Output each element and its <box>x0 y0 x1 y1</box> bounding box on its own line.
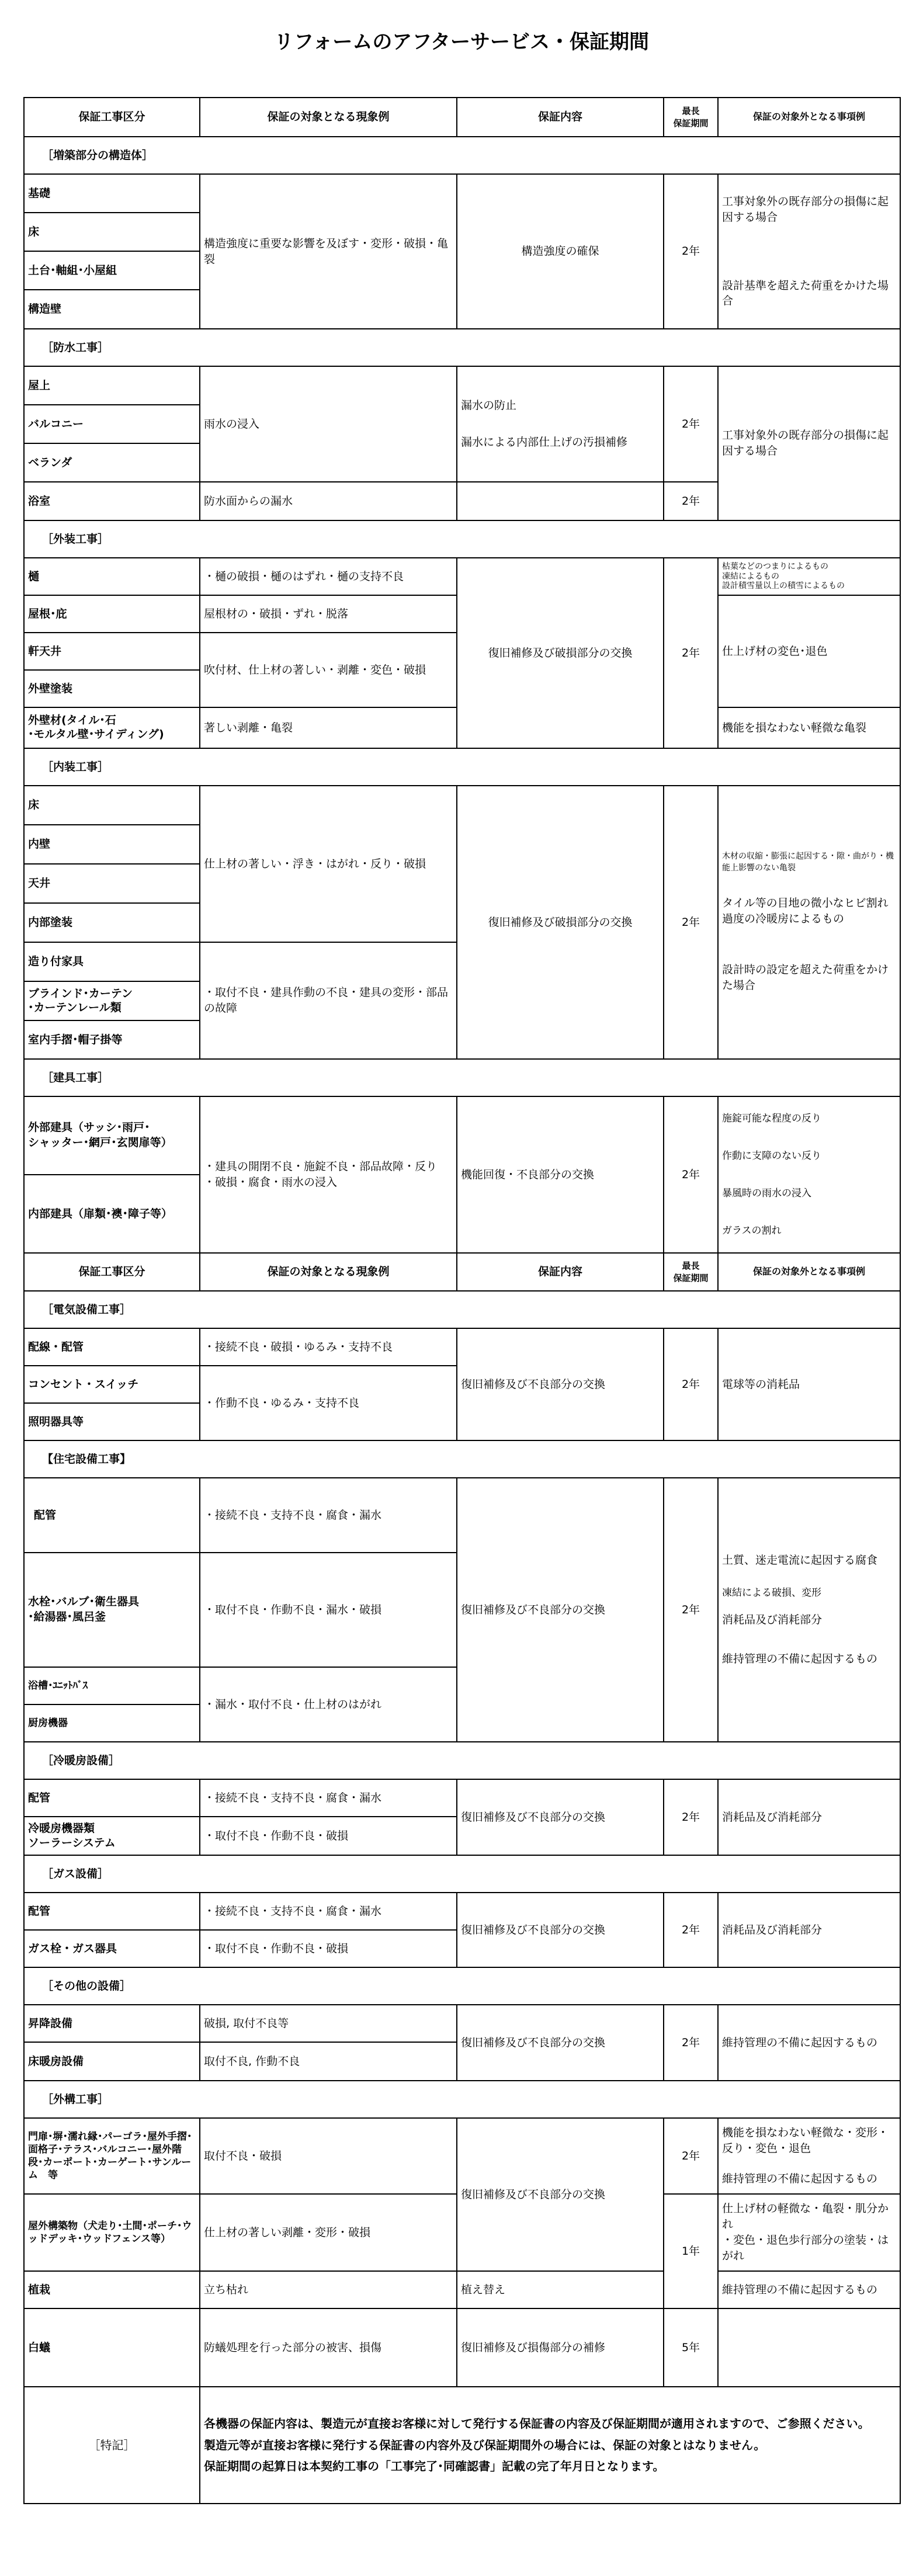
period-cell: 2年 <box>664 174 718 329</box>
exclusion-cell: 土質、迷走電流に起因する腐食 凍結による破損、変形 消耗品及び消耗部分 維持管理の不備に起因するもの <box>718 1478 900 1742</box>
section-exterior: ［外装工事］ <box>24 520 900 558</box>
phenomenon-cell: 著しい剥離・亀裂 <box>200 707 457 748</box>
category-item: 厨房機器 <box>24 1704 200 1742</box>
category-item: 天井 <box>24 864 200 903</box>
header-exclusion: 保証の対象外となる事項例 <box>718 1253 900 1291</box>
content-cell: 復旧補修及び損傷部分の補修 <box>457 2308 664 2387</box>
category-item: 内部建具（扉類･襖･障子等） <box>24 1175 200 1253</box>
table-row <box>24 366 900 405</box>
exclusion-cell: 工事対象外の既存部分の損傷に起因する場合 <box>718 366 900 520</box>
period-cell: 2年 <box>664 558 718 748</box>
table-row <box>24 2271 900 2308</box>
section-gas: ［ガス設備］ <box>24 1855 900 1893</box>
notes-row <box>24 2387 900 2504</box>
table-row <box>24 2308 900 2387</box>
table-row <box>24 1893 900 1930</box>
content-cell: 復旧補修及び破損部分の交換 <box>457 786 664 1059</box>
phenomenon-cell: 破損, 取付不良等 <box>200 2005 457 2042</box>
category-item: 浴室 <box>24 482 200 520</box>
section-other: ［その他の設備］ <box>24 1967 900 2005</box>
table-row <box>24 1478 900 1553</box>
phenomenon-cell: 取付不良, 作動不良 <box>200 2042 457 2081</box>
warranty-table <box>23 97 901 2504</box>
exclusion-cell: 機能を損なわない軽微な亀裂 <box>718 707 900 748</box>
period-cell: 2年 <box>664 1779 718 1855</box>
period-cell: 2年 <box>664 1478 718 1742</box>
content-cell: 復旧補修及び不良部分の交換 <box>457 1779 664 1855</box>
category-item: 室内手摺･帽子掛等 <box>24 1020 200 1059</box>
phenomenon-cell: ・取付不良・作動不良・漏水・破損 <box>200 1553 457 1667</box>
section-fittings: ［建具工事］ <box>24 1059 900 1096</box>
category-item: ガス栓・ガス器具 <box>24 1930 200 1967</box>
category-item: 軒天井 <box>24 633 200 670</box>
category-item: 配管 <box>24 1893 200 1930</box>
category-item: 床暖房設備 <box>24 2042 200 2081</box>
phenomenon-cell: ・接続不良・支持不良・腐食・漏水 <box>200 1893 457 1930</box>
header-content: 保証内容 <box>457 98 664 137</box>
category-item: 昇降設備 <box>24 2005 200 2042</box>
period-cell: 2年 <box>664 1096 718 1253</box>
phenomenon-cell: ・建具の開閉不良・施錠不良・部品故障・反り ・破損・腐食・雨水の浸入 <box>200 1096 457 1253</box>
category-item: 門扉･塀･濡れ縁･パーゴラ･屋外手摺･面格子･テラス･バルコニー･屋外階段･カーポート･カーゲート･サンルーム 等 <box>24 2118 200 2194</box>
table-row <box>24 2005 900 2042</box>
page-title: リフォームのアフターサービス・保証期間 <box>274 30 649 54</box>
period-cell: 2年 <box>664 1328 718 1440</box>
content-cell: 復旧補修及び破損部分の交換 <box>457 558 664 748</box>
table-row <box>24 2118 900 2194</box>
phenomenon-cell: 防蟻処理を行った部分の被害、損傷 <box>200 2308 457 2387</box>
phenomenon-cell: ・取付不良・建具作動の不良・建具の変形・部品の故障 <box>200 942 457 1059</box>
table-row <box>24 174 900 213</box>
section-hvac: ［冷暖房設備］ <box>24 1742 900 1779</box>
phenomenon-cell: ・取付不良・作動不良・破損 <box>200 1817 457 1855</box>
exclusion-cell: 仕上げ材の軽微な・亀裂・肌分かれ ・変色・退色歩行部分の塗装・はがれ <box>718 2194 900 2271</box>
category-item: 水栓･バルブ･衛生器具 ･給湯器･風呂釜 <box>24 1553 200 1667</box>
content-cell: 構造強度の確保 <box>457 174 664 329</box>
category-item: コンセント・スイッチ <box>24 1366 200 1403</box>
category-item: 床 <box>24 213 200 251</box>
phenomenon-cell: 雨水の浸入 <box>200 366 457 482</box>
phenomenon-cell: ・漏水・取付不良・仕上材のはがれ <box>200 1667 457 1742</box>
category-item: 植栽 <box>24 2271 200 2308</box>
category-item: 構造壁 <box>24 290 200 329</box>
period-cell: 2年 <box>664 2005 718 2081</box>
content-cell: 復旧補修及び不良部分の交換 <box>457 1478 664 1742</box>
phenomenon-cell: ・取付不良・作動不良・破損 <box>200 1930 457 1967</box>
period-cell: 2年 <box>664 1893 718 1967</box>
phenomenon-cell: 立ち枯れ <box>200 2271 457 2308</box>
phenomenon-cell: 構造強度に重要な影響を及ぼす・変形・破損・亀裂 <box>200 174 457 329</box>
category-item: ベランダ <box>24 443 200 482</box>
notes-label: ［特記］ <box>24 2387 200 2504</box>
category-item: 土台･軸組･小屋組 <box>24 251 200 290</box>
category-item: ブラインド･カーテン ･カーテンレール類 <box>24 981 200 1020</box>
table-row <box>24 1779 900 1817</box>
table-row <box>24 786 900 825</box>
exclusion-cell: 仕上げ材の変色･退色 <box>718 595 900 707</box>
category-item: 配管 <box>24 1779 200 1817</box>
note-line: 製造元等が直接お客様に発行する保証書の内容外及び保証期間外の場合には、保証の対象とはなりません。 <box>204 2438 766 2452</box>
content-cell: 機能回復・不良部分の交換 <box>457 1096 664 1253</box>
header-period: 最長 保証期間 <box>664 98 718 137</box>
content-cell: 復旧補修及び不良部分の交換 <box>457 2118 664 2271</box>
table-row <box>24 558 900 595</box>
category-item: 外部建具（サッシ･雨戸･ シャッター･網戸･玄関扉等） <box>24 1096 200 1175</box>
header-phenomenon: 保証の対象となる現象例 <box>200 98 457 137</box>
header-exclusion: 保証の対象外となる事項例 <box>718 98 900 137</box>
period-cell: 2年 <box>664 366 718 482</box>
category-item: 内壁 <box>24 825 200 864</box>
exclusion-cell: 木材の収縮・膨張に起因する・隙・曲がり・機能上影響のない亀裂 タイル等の目地の微小なヒビ割れ 過度の冷暖房によるもの 設計時の設定を超えた荷重をかけた場合 <box>718 786 900 1059</box>
header-phenomenon: 保証の対象となる現象例 <box>200 1253 457 1291</box>
phenomenon-cell: ・接続不良・支持不良・腐食・漏水 <box>200 1478 457 1553</box>
category-item: 外壁材(タイル･石 ･モルタル壁･サイディング) <box>24 707 200 748</box>
period-cell: 1年 <box>664 2194 718 2308</box>
category-item: 樋 <box>24 558 200 595</box>
exclusion-cell: 機能を損なわない軽微な・変形・反り・変色・退色 維持管理の不備に起因するもの <box>718 2118 900 2194</box>
phenomenon-cell: 仕上材の著しい・浮き・はがれ・反り・破損 <box>200 786 457 942</box>
phenomenon-cell: ・接続不良・破損・ゆるみ・支持不良 <box>200 1328 457 1366</box>
note-line: 各機器の保証内容は、製造元が直接お客様に対して発行する保証書の内容及び保証期間が適用されますので、ご参照ください。 <box>204 2417 870 2431</box>
category-item: バルコニー <box>24 405 200 443</box>
section-interior: ［内装工事］ <box>24 748 900 786</box>
category-item: 屋外構築物（犬走り･土間･ポーチ･ウッドデッキ･ウッドフェンス等） <box>24 2194 200 2271</box>
category-item: 浴槽･ﾕﾆｯﾄﾊﾞｽ <box>24 1667 200 1704</box>
content-cell: 漏水の防止 漏水による内部仕上げの汚損補修 <box>457 366 664 482</box>
phenomenon-cell: 仕上材の著しい剥離・変形・破損 <box>200 2194 457 2271</box>
period-cell: 5年 <box>664 2308 718 2387</box>
period-cell: 2年 <box>664 482 718 520</box>
exclusion-cell: 工事対象外の既存部分の損傷に起因する場合 設計基準を超えた荷重をかけた場合 <box>718 174 900 329</box>
content-cell: 植え替え <box>457 2271 664 2308</box>
header-content: 保証内容 <box>457 1253 664 1291</box>
category-item: 基礎 <box>24 174 200 213</box>
header-category: 保証工事区分 <box>24 98 200 137</box>
content-cell: 復旧補修及び不良部分の交換 <box>457 1328 664 1440</box>
period-cell: 2年 <box>664 2118 718 2194</box>
content-cell <box>457 482 664 520</box>
category-item: 配線・配管 <box>24 1328 200 1366</box>
content-cell: 復旧補修及び不良部分の交換 <box>457 1893 664 1967</box>
exclusion-cell: 消耗品及び消耗部分 <box>718 1893 900 1967</box>
section-housing: 【住宅設備工事】 <box>24 1440 900 1478</box>
phenomenon-cell: 防水面からの漏水 <box>200 482 457 520</box>
period-cell: 2年 <box>664 786 718 1059</box>
note-line: 保証期間の起算日は本契約工事の「工事完了･同確認書」記載の完了年月日となります。 <box>204 2459 665 2474</box>
phenomenon-cell: 取付不良・破損 <box>200 2118 457 2194</box>
exclusion-cell <box>718 2308 900 2387</box>
phenomenon-cell: 屋根材の・破損・ずれ・脱落 <box>200 595 457 633</box>
exclusion-cell: 施錠可能な程度の反り 作動に支障のない反り 暴風時の雨水の浸入 ガラスの割れ <box>718 1096 900 1253</box>
phenomenon-cell: ・接続不良・支持不良・腐食・漏水 <box>200 1779 457 1817</box>
header-period: 最長 保証期間 <box>664 1253 718 1291</box>
category-item: 屋根･庇 <box>24 595 200 633</box>
exclusion-cell: 電球等の消耗品 <box>718 1328 900 1440</box>
section-structure: ［増築部分の構造体］ <box>24 137 900 174</box>
section-external: ［外構工事］ <box>24 2081 900 2118</box>
exclusion-cell: 消耗品及び消耗部分 <box>718 1779 900 1855</box>
category-item: 床 <box>24 786 200 825</box>
section-waterproof: ［防水工事］ <box>24 329 900 366</box>
notes-content <box>200 2387 900 2504</box>
content-cell: 復旧補修及び不良部分の交換 <box>457 2005 664 2081</box>
category-item: 内部塗装 <box>24 903 200 942</box>
exclusion-cell: 維持管理の不備に起因するもの <box>718 2005 900 2081</box>
category-item: 冷暖房機器類 ソーラーシステム <box>24 1817 200 1855</box>
table-header-row <box>24 1253 900 1291</box>
table-row <box>24 1096 900 1175</box>
phenomenon-cell: ・作動不良・ゆるみ・支持不良 <box>200 1366 457 1440</box>
section-electric: ［電気設備工事］ <box>24 1291 900 1328</box>
header-category: 保証工事区分 <box>24 1253 200 1291</box>
phenomenon-cell: ・樋の破損・樋のはずれ・樋の支持不良 <box>200 558 457 595</box>
table-row <box>24 1328 900 1366</box>
category-item: 外壁塗装 <box>24 670 200 707</box>
category-item: 白蟻 <box>24 2308 200 2387</box>
table-header-row <box>24 98 900 137</box>
category-item: 造り付家具 <box>24 942 200 981</box>
exclusion-cell: 維持管理の不備に起因するもの <box>718 2271 900 2308</box>
exclusion-cell: 枯葉などのつまりによるもの 凍結によるもの 設計積雪量以上の積雪によるもの <box>718 558 900 595</box>
category-item: 配管 <box>24 1478 200 1553</box>
category-item: 屋上 <box>24 366 200 405</box>
phenomenon-cell: 吹付材、仕上材の著しい・剥離・変色・破損 <box>200 633 457 707</box>
category-item: 照明器具等 <box>24 1403 200 1440</box>
